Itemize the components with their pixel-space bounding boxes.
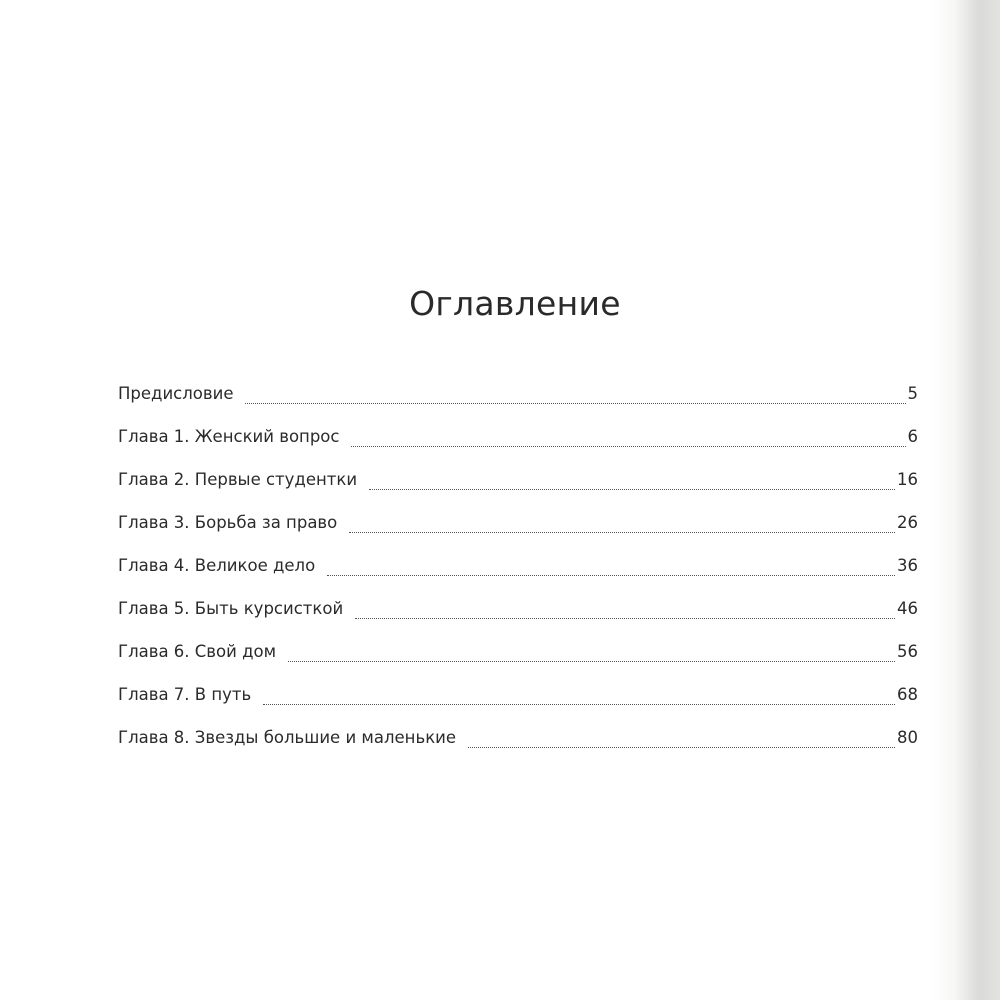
page-title: Оглавление [409,284,621,324]
toc-page-number: 26 [897,513,918,532]
dot-leader [468,747,895,748]
dot-leader [369,489,895,490]
toc-page-number: 46 [897,599,918,618]
dot-leader [263,704,895,705]
toc-entry-title: Глава 2. Первые студентки [118,470,358,489]
toc-page-number: 56 [897,642,918,661]
toc-page-number: 5 [907,384,918,403]
dot-leader [351,446,905,447]
toc-entry-title: Глава 6. Свой дом [118,642,277,661]
toc-entry-title: Глава 8. Звезды большие и маленькие [118,728,457,747]
toc-entry [118,470,918,513]
toc-entry [118,384,918,427]
toc-entry [118,642,918,685]
toc-page-number: 68 [897,685,918,704]
toc-entry [118,427,918,470]
toc-entry-title: Глава 7. В путь [118,685,252,704]
dot-leader [245,403,905,404]
toc-entry [118,685,918,728]
dot-leader [349,532,895,533]
toc-entry-title: Глава 3. Борьба за право [118,513,338,532]
dot-leader [327,575,895,576]
toc-entry [118,556,918,599]
table-of-contents [118,384,918,771]
page-edge-shadow [930,0,1000,1000]
toc-entry [118,728,918,771]
toc-entry [118,513,918,556]
dot-leader [355,618,895,619]
toc-page-number: 6 [907,427,918,446]
toc-entry-title: Предисловие [118,384,234,403]
toc-entry-title: Глава 4. Великое дело [118,556,316,575]
toc-page-number: 80 [897,728,918,747]
toc-entry-title: Глава 5. Быть курсисткой [118,599,344,618]
dot-leader [288,661,895,662]
toc-page-number: 16 [897,470,918,489]
toc-entry [118,599,918,642]
toc-page-number: 36 [897,556,918,575]
toc-entry-title: Глава 1. Женский вопрос [118,427,340,446]
